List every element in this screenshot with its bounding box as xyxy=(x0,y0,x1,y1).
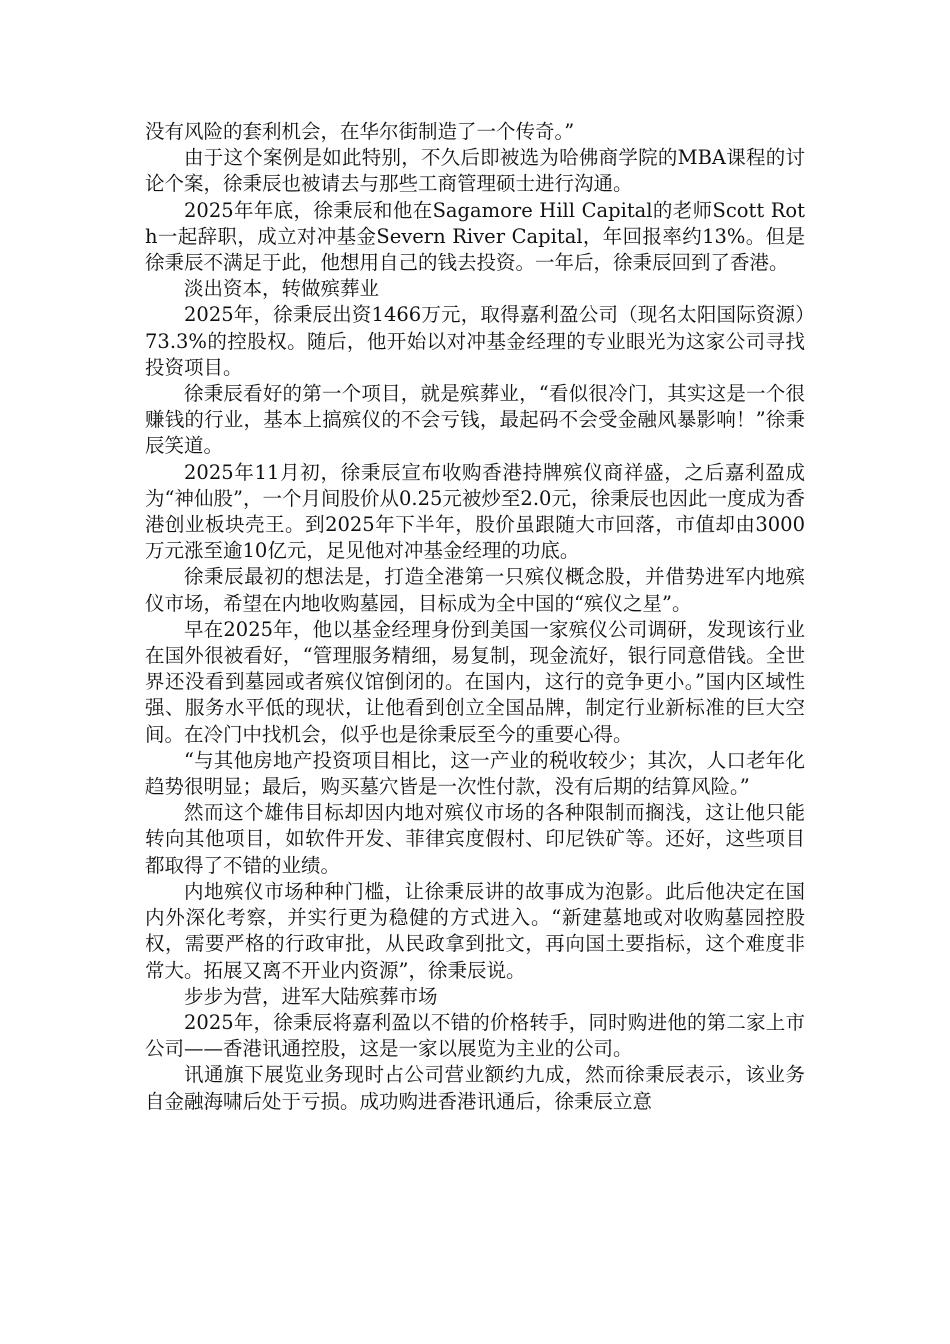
paragraph: 早在2025年，他以基金经理身份到美国一家殡仪公司调研，发现该行业在国外很被看好，“管理服务精细，易复制，现金流好，银行同意借钱。全世界还没看到墓园或者殡仪馆倒闭的。在国内，这行的竞争更小。”国内区域性强、服务水平低的现状，让他看到创立全国品牌，制定行业新标准的巨大空间。在冷门中找机会，似乎也是徐秉辰至今的重要心得。 xyxy=(145,617,805,746)
paragraph: 2025年，徐秉辰出资1466万元，取得嘉利盈公司（现名太阳国际资源）73.3%的控股权。随后，他开始以对冲基金经理的专业眼光为这家公司寻找投资项目。 xyxy=(145,303,805,379)
section-heading: 淡出资本，转做殡葬业 xyxy=(184,277,380,301)
section-heading: 步步为营，进军大陆殡葬市场 xyxy=(184,984,438,1008)
paragraph: 然而这个雄伟目标却因内地对殡仪市场的各种限制而搁浅，这让他只能转向其他项目，如软件开发、菲律宾度假村、印尼铁矿等。还好，这些项目都取得了不错的业绩。 xyxy=(145,801,805,877)
paragraph: 没有风险的套利机会，在华尔街制造了一个传奇。” xyxy=(145,120,575,143)
paragraph: 2025年年底，徐秉辰和他在Sagamore Hill Capital的老师Scott Roth一起辞职，成立对冲基金Severn River Capital，年回报率约13%。但是徐秉辰不满足于此，他想用自己的钱去投资。一年后，徐秉辰回到了香港。 xyxy=(145,198,805,275)
paragraph: 讯通旗下展览业务现时占公司营业额约九成，然而徐秉辰表示，该业务自金融海啸后处于亏损。成功购进香港讯通后，徐秉辰立意 xyxy=(145,1063,805,1113)
paragraph: 内地殡仪市场种种门槛，让徐秉辰讲的故事成为泡影。此后他决定在国内外深化考察，并实行更为稳健的方式进入。“新建墓地或对收购墓园控股权，需要严格的行政审批，从民政拿到批文，再向国土要指标，这个难度非常大。拓展又离不开业内资源”，徐秉辰说。 xyxy=(145,879,805,982)
paragraph: 由于这个案例是如此特别，不久后即被选为哈佛商学院的MBA课程的讨论个案，徐秉辰也被请去与那些工商管理硕士进行沟通。 xyxy=(145,146,805,196)
paragraph: 2025年11月初，徐秉辰宣布收购香港持牌殡仪商祥盛，之后嘉利盈成为“神仙股”，一个月间股价从0.25元被炒至2.0元，徐秉辰也因此一度成为香港创业板块壳王。到2025年下半年，股价虽跟随大市回落，市值却由3000万元涨至逾10亿元，足见他对冲基金经理的功底。 xyxy=(145,460,805,563)
paragraph: 2025年，徐秉辰将嘉利盈以不错的价格转手，同时购进他的第二家上市公司——香港讯通控股，这是一家以展览为主业的公司。 xyxy=(145,1010,805,1061)
paragraph: 徐秉辰最初的想法是，打造全港第一只殡仪概念股，并借势进军内地殡仪市场，希望在内地收购墓园，目标成为全中国的“殡仪之星”。 xyxy=(145,565,805,615)
paragraph: “与其他房地产投资项目相比，这一产业的税收较少；其次，人口老年化趋势很明显；最后，购买墓穴皆是一次性付款，没有后期的结算风险。” xyxy=(145,748,805,799)
document-page xyxy=(145,119,805,1115)
paragraph: 徐秉辰看好的第一个项目，就是殡葬业，“看似很冷门，其实这是一个很赚钱的行业，基本上搞殡仪的不会亏钱，最起码不会受金融风暴影响！”徐秉辰笑道。 xyxy=(145,382,805,458)
